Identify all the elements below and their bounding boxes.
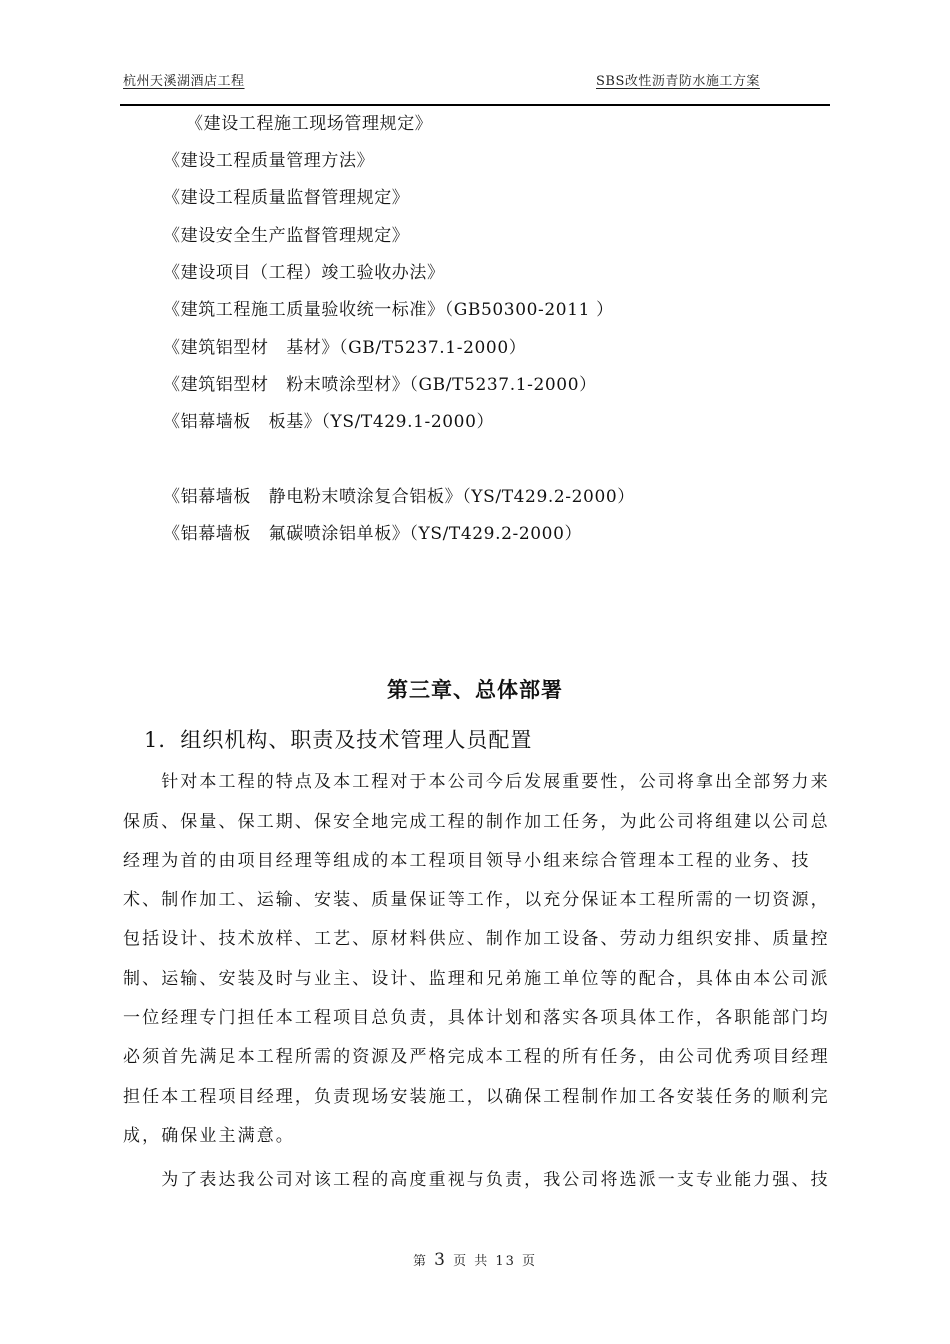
footer-prefix: 第 [412,1254,428,1269]
page-header [120,70,830,106]
reference-item: 《建设工程质量监督管理规定》 [163,188,410,208]
reference-item: 《铝幕墙板 氟碳喷涂铝单板》（YS/T429.2-2000） [163,524,583,544]
chapter-title: 第三章、总体部署 [387,678,563,702]
paragraph-line: 保质、保量、保工期、保安全地完成工程的制作加工任务，为此公司将组建以公司总 [123,812,830,832]
current-page-number: 3 [434,1250,447,1270]
footer-suffix: 页 [522,1254,538,1269]
paragraph-line: 担任本工程项目经理，负责现场安装施工，以确保工程制作加工各安装任务的顺利完 [123,1087,830,1107]
total-page-count: 13 [495,1254,516,1269]
paragraph-line: 必须首先满足本工程所需的资源及严格完成本工程的所有任务，由公司优秀项目经理 [123,1047,830,1067]
reference-item: 《建设工程质量管理方法》 [163,151,375,171]
reference-item: 《建筑铝型材 基材》（GB/T5237.1-2000） [163,338,527,358]
reference-item: 《建筑工程施工质量验收统一标准》（GB50300-2011 ） [163,300,614,320]
footer-middle: 页 共 [453,1254,490,1269]
paragraph-line: 一位经理专门担任本工程项目总负责，具体计划和落实各项具体工作，各职能部门均 [123,1008,830,1028]
paragraph-line: 针对本工程的特点及本工程对于本公司今后发展重要性，公司将拿出全部努力来 [123,772,830,792]
reference-item: 《建设安全生产监督管理规定》 [163,226,410,246]
paragraph-line: 经理为首的由项目经理等组成的本工程项目领导小组来综合管理本工程的业务、技 [123,851,811,871]
paragraph-line: 制、运输、安装及时与业主、设计、监理和兄弟施工单位等的配合，具体由本公司派 [123,969,830,989]
reference-item: 《建设项目（工程）竣工验收办法》 [163,263,445,283]
reference-item: 《铝幕墙板 静电粉末喷涂复合铝板》（YS/T429.2-2000） [163,487,635,507]
header-project-name: 杭州天溪湖酒店工程 [123,74,245,89]
reference-item: 《铝幕墙板 板基》（YS/T429.1-2000） [163,412,495,432]
header-document-title: SBS改性沥青防水施工方案 [596,74,760,89]
reference-item: 《建设工程施工现场管理规定》 [186,114,433,134]
reference-item: 《建筑铝型材 粉末喷涂型材》（GB/T5237.1-2000） [163,375,597,395]
page-footer [0,1250,950,1270]
paragraph-line: 包括设计、技术放样、工艺、原材料供应、制作加工设备、劳动力组织安排、质量控 [123,929,830,949]
paragraph-line: 术、制作加工、运输、安装、质量保证等工作，以充分保证本工程所需的一切资源， [123,890,830,910]
section-title: 1．组织机构、职责及技术管理人员配置 [144,728,533,752]
paragraph-line: 成，确保业主满意。 [123,1126,295,1146]
paragraph-line: 为了表达我公司对该工程的高度重视与负责，我公司将选派一支专业能力强、技 [123,1170,830,1190]
